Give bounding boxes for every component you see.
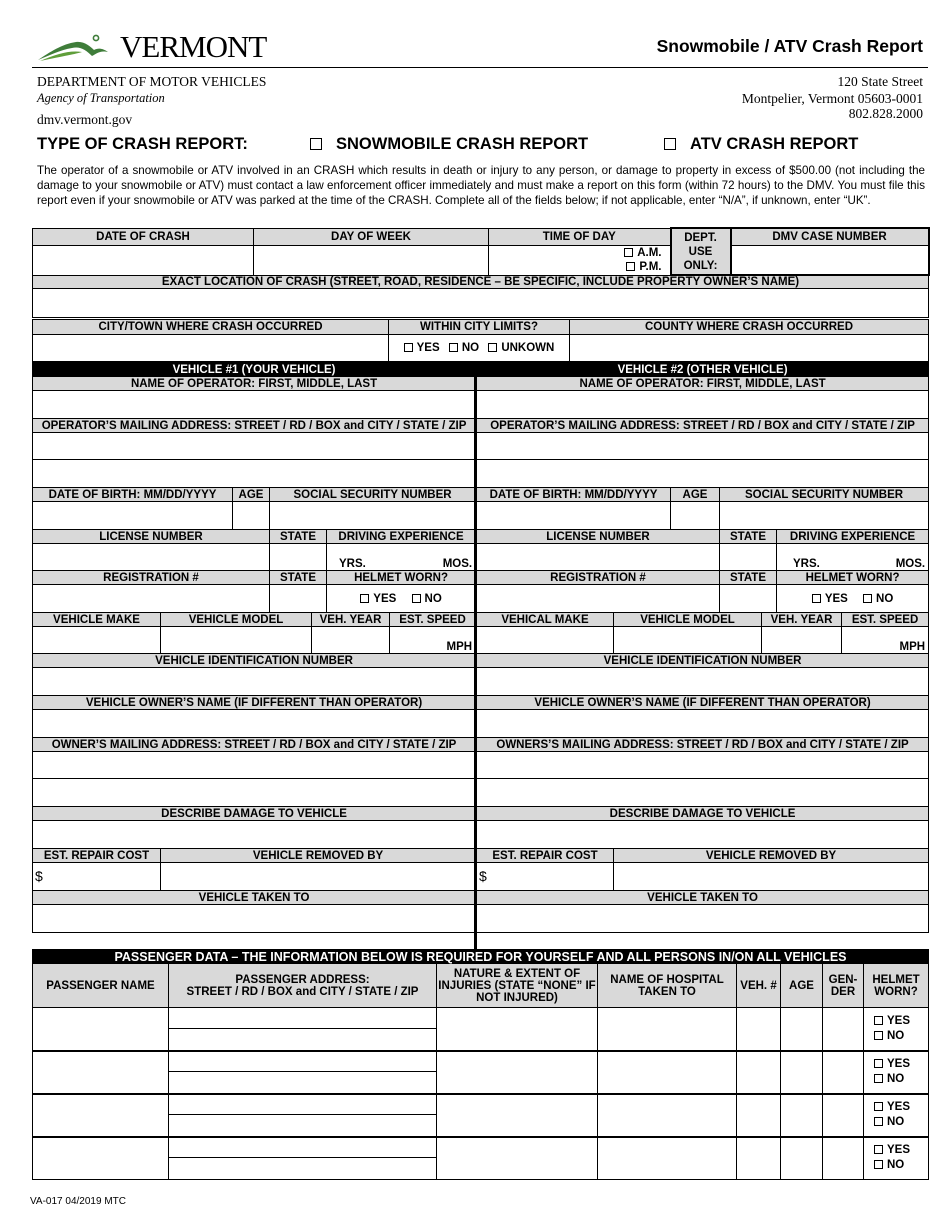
- months-label: MOS.: [442, 558, 473, 570]
- hospital-header-line-1: NAME OF HOSPITAL: [610, 973, 724, 986]
- helmet-no-option[interactable]: [874, 1029, 928, 1044]
- helmet-header-line-1: HELMET: [872, 973, 920, 986]
- owner-name-field[interactable]: [33, 710, 476, 738]
- unknown-label: UNKOWN: [501, 342, 555, 354]
- date-of-birth-field[interactable]: [33, 502, 233, 530]
- county-label: COUNTY WHERE CRASH OCCURRED: [570, 320, 929, 335]
- vehicle-make-field[interactable]: [33, 627, 161, 654]
- dept-name: DEPARTMENT OF MOTOR VEHICLES: [37, 74, 267, 89]
- helmet-no-option[interactable]: [874, 1072, 928, 1087]
- age-label: AGE: [233, 488, 270, 502]
- license-number-label: LICENSE NUMBER: [33, 530, 270, 544]
- passenger-address-line-1[interactable]: [169, 1137, 437, 1158]
- license-state-field[interactable]: [270, 544, 327, 571]
- address-line-2: Montpelier, Vermont 05603-0001: [741, 91, 923, 106]
- owner-mailing-field-line-1[interactable]: [477, 752, 929, 779]
- helmet-header: [864, 964, 929, 1008]
- vehicle-make-label: VEHICLE MAKE: [33, 613, 161, 627]
- removed-by-field[interactable]: [614, 863, 929, 891]
- operator-mailing-label: OPERATOR’S MAILING ADDRESS: STREET / RD / BOX and CITY / STATE / ZIP: [477, 419, 929, 433]
- repair-cost-field[interactable]: [33, 863, 161, 891]
- checkbox-icon[interactable]: [626, 262, 635, 271]
- vehicle-year-field[interactable]: [762, 627, 842, 654]
- helmet-worn-options: [864, 1137, 929, 1180]
- injuries-field[interactable]: [437, 1137, 598, 1180]
- form-title: Snowmobile / ATV Crash Report: [656, 36, 923, 56]
- am-label: A.M.: [637, 246, 662, 259]
- injuries-header-line-1: NATURE & EXTENT OF: [453, 967, 581, 980]
- vin-label: VEHICLE IDENTIFICATION NUMBER: [33, 654, 476, 668]
- helmet-worn-options: [864, 1051, 929, 1094]
- checkbox-icon[interactable]: [404, 343, 413, 352]
- vehicle-1-section: [32, 362, 476, 933]
- yes-label: YES: [416, 342, 440, 354]
- checkbox-icon[interactable]: [624, 248, 633, 257]
- vehicle-year-label: VEH. YEAR: [762, 613, 842, 627]
- registration-field[interactable]: [477, 585, 720, 613]
- operator-mailing-field-line-2[interactable]: [33, 460, 476, 488]
- passenger-address-line-1[interactable]: [169, 1094, 437, 1115]
- injuries-header: [437, 964, 598, 1008]
- owner-mailing-field-line-2[interactable]: [33, 779, 476, 807]
- helmet-yes-option[interactable]: [360, 593, 396, 605]
- logo-wordmark: VERMONT: [120, 29, 267, 64]
- injuries-field[interactable]: [437, 1008, 598, 1051]
- driving-experience-label: DRIVING EXPERIENCE: [777, 530, 929, 544]
- removed-by-label: VEHICLE REMOVED BY: [161, 849, 476, 863]
- ssn-label: SOCIAL SECURITY NUMBER: [720, 488, 929, 502]
- damage-label: DESCRIBE DAMAGE TO VEHICLE: [33, 807, 476, 821]
- helmet-worn-options: [864, 1008, 929, 1051]
- license-state-field[interactable]: [720, 544, 777, 571]
- dept-use-line-3: ONLY:: [683, 259, 718, 272]
- mph-label: MPH: [899, 641, 926, 653]
- vehicle-model-label: VEHICLE MODEL: [614, 613, 762, 627]
- operator-name-field[interactable]: [33, 391, 476, 419]
- gender-field[interactable]: [823, 1051, 864, 1094]
- registration-state-field[interactable]: [720, 585, 777, 613]
- removed-by-label: VEHICLE REMOVED BY: [614, 849, 929, 863]
- age-field[interactable]: [781, 1051, 823, 1094]
- repair-cost-label: EST. REPAIR COST: [477, 849, 614, 863]
- vehicle-make-field[interactable]: [477, 627, 614, 654]
- damage-field[interactable]: [33, 821, 476, 849]
- repair-cost-field[interactable]: [477, 863, 614, 891]
- date-of-birth-label: DATE OF BIRTH: MM/DD/YYYY: [477, 488, 671, 502]
- owner-mailing-field-line-2[interactable]: [477, 779, 929, 807]
- no-label: NO: [461, 342, 480, 354]
- passenger-address-header: [169, 964, 437, 1008]
- checkbox-icon[interactable]: [360, 594, 369, 603]
- vehicle-model-field[interactable]: [614, 627, 762, 654]
- passenger-name-field[interactable]: [33, 1094, 169, 1137]
- license-state-label: STATE: [270, 530, 327, 544]
- vehicle-number-field[interactable]: [737, 1094, 781, 1137]
- phone-number: 802.828.2000: [848, 106, 923, 121]
- helmet-no-option[interactable]: [874, 1158, 928, 1173]
- gender-field[interactable]: [823, 1008, 864, 1051]
- operator-mailing-label: OPERATOR’S MAILING ADDRESS: STREET / RD / BOX and CITY / STATE / ZIP: [33, 419, 476, 433]
- yes-label: YES: [373, 592, 397, 605]
- est-speed-label: EST. SPEED: [842, 613, 929, 627]
- vin-field[interactable]: [477, 668, 929, 696]
- driving-experience-field[interactable]: [777, 544, 929, 571]
- years-label: YRS.: [339, 558, 366, 570]
- taken-to-label: VEHICLE TAKEN TO: [477, 891, 929, 905]
- address-header-line-2: STREET / RD / BOX and CITY / STATE / ZIP: [186, 985, 419, 998]
- vin-label: VEHICLE IDENTIFICATION NUMBER: [477, 654, 929, 668]
- ssn-field[interactable]: [720, 502, 929, 530]
- dept-use-line-1: DEPT.: [684, 231, 717, 244]
- est-speed-label: EST. SPEED: [390, 613, 476, 627]
- owner-mailing-label: OWNERS’S MAILING ADDRESS: STREET / RD / BOX and CITY / STATE / ZIP: [477, 738, 929, 752]
- age-field[interactable]: [781, 1094, 823, 1137]
- gender-field[interactable]: [823, 1094, 864, 1137]
- city-town-field[interactable]: [33, 335, 389, 362]
- injuries-header-line-3: NOT INJURED): [476, 991, 558, 1004]
- no-label: NO: [887, 1029, 905, 1042]
- county-field[interactable]: [570, 335, 929, 362]
- registration-field[interactable]: [33, 585, 270, 613]
- helmet-worn-label: HELMET WORN?: [777, 571, 929, 585]
- registration-label: REGISTRATION #: [477, 571, 720, 585]
- checkbox-icon[interactable]: [874, 1145, 883, 1154]
- checkbox-icon[interactable]: [449, 343, 458, 352]
- checkbox-icon[interactable]: [310, 138, 322, 150]
- owner-mailing-label: OWNER’S MAILING ADDRESS: STREET / RD / BOX and CITY / STATE / ZIP: [33, 738, 476, 752]
- day-of-week-field[interactable]: [254, 245, 489, 275]
- vehicle-2-section: [476, 362, 929, 933]
- mph-label: MPH: [446, 641, 473, 653]
- vehicle-year-field[interactable]: [312, 627, 390, 654]
- vehicle-make-label: VEHICAL MAKE: [477, 613, 614, 627]
- city-town-label: CITY/TOWN WHERE CRASH OCCURRED: [33, 320, 389, 335]
- passenger-address-line-2[interactable]: [169, 1115, 437, 1137]
- driving-experience-field[interactable]: [327, 544, 476, 571]
- helmet-no-option[interactable]: [863, 593, 893, 605]
- dmv-case-number-label: DMV CASE NUMBER: [731, 228, 929, 245]
- passenger-address-line-2[interactable]: [169, 1158, 437, 1180]
- day-of-week-label: DAY OF WEEK: [254, 228, 489, 245]
- gender-header-line-1: GEN-: [828, 973, 858, 986]
- gender-field[interactable]: [823, 1137, 864, 1180]
- within-city-limits-label: WITHIN CITY LIMITS?: [389, 320, 570, 335]
- city-info-table: [32, 319, 929, 362]
- within-city-limits-options: [389, 335, 570, 362]
- no-label: NO: [424, 592, 442, 605]
- passenger-row: [33, 1094, 929, 1115]
- hospital-header: [598, 964, 737, 1008]
- years-label: YRS.: [793, 558, 820, 570]
- registration-state-field[interactable]: [270, 585, 327, 613]
- yes-label: YES: [887, 1014, 911, 1027]
- registration-state-label: STATE: [270, 571, 327, 585]
- passenger-address-line-2[interactable]: [169, 1072, 437, 1094]
- website-link[interactable]: dmv.vermont.gov: [37, 112, 133, 127]
- city-limits-unknown-option[interactable]: [488, 342, 554, 354]
- hospital-field[interactable]: [598, 1008, 737, 1051]
- checkbox-icon[interactable]: [863, 594, 872, 603]
- hospital-field[interactable]: [598, 1137, 737, 1180]
- yes-label: YES: [887, 1058, 911, 1070]
- address-header-line-1: PASSENGER ADDRESS:: [235, 973, 370, 986]
- vehicle-number-field[interactable]: [737, 1008, 781, 1051]
- age-field[interactable]: [233, 502, 270, 530]
- no-label: NO: [876, 592, 894, 605]
- operator-mailing-field-line-2[interactable]: [477, 460, 929, 488]
- passenger-row: [33, 1051, 929, 1072]
- passenger-row: [33, 1137, 929, 1158]
- operator-name-label: NAME OF OPERATOR: FIRST, MIDDLE, LAST: [33, 377, 476, 391]
- vehicle-number-field[interactable]: [737, 1137, 781, 1180]
- removed-by-field[interactable]: [161, 863, 476, 891]
- instructions-paragraph: The operator of a snowmobile or ATV involved in an CRASH which results in death or injury to any person, or damage to property in excess of $500.00 (not including the damage to your snowmobile or ATV) must contact a law enforcement officer immediately and must make a report on this form (within 72 hours) to the DMV. You must file this report even if your snowmobile or ATV was parked at the time of the CRASH. Complete all of the fields below; if not applicable, enter “N/A”, if unknown, enter “UK”.: [37, 164, 925, 207]
- date-of-birth-field[interactable]: [477, 502, 671, 530]
- agency-name: Agency of Transportation: [37, 91, 165, 105]
- checkbox-icon[interactable]: [874, 1016, 883, 1025]
- owner-name-label: VEHICLE OWNER’S NAME (IF DIFFERENT THAN OPERATOR): [33, 696, 476, 710]
- helmet-worn-options: [864, 1094, 929, 1137]
- vermont-logo: [36, 30, 266, 66]
- owner-name-field[interactable]: [477, 710, 929, 738]
- yes-label: YES: [887, 1144, 911, 1157]
- passenger-address-line-1[interactable]: [169, 1008, 437, 1029]
- address-line-1: 120 State Street: [837, 74, 923, 89]
- vehicle-number-field[interactable]: [737, 1051, 781, 1094]
- age-field[interactable]: [671, 502, 720, 530]
- dept-use-line-2: USE: [688, 245, 713, 258]
- snowmobile-option-label: SNOWMOBILE CRASH REPORT: [336, 135, 589, 153]
- vehicle-model-label: VEHICLE MODEL: [161, 613, 312, 627]
- dept-use-only-label: [671, 228, 731, 275]
- operator-name-label: NAME OF OPERATOR: FIRST, MIDDLE, LAST: [477, 377, 929, 391]
- yes-label: YES: [887, 1101, 911, 1113]
- atv-option[interactable]: [664, 135, 858, 154]
- license-number-label: LICENSE NUMBER: [477, 530, 720, 544]
- helmet-worn-options: [327, 585, 476, 613]
- yes-label: YES: [824, 592, 848, 605]
- helmet-worn-label: HELMET WORN?: [327, 571, 476, 585]
- checkbox-icon[interactable]: [812, 594, 821, 603]
- time-of-day-label: TIME OF DAY: [489, 228, 671, 245]
- operator-name-field[interactable]: [477, 391, 929, 419]
- pm-label: P.M.: [639, 260, 662, 273]
- checkbox-icon[interactable]: [874, 1059, 883, 1068]
- passenger-data-table: [32, 949, 929, 1180]
- vehicle-year-label: VEH. YEAR: [312, 613, 390, 627]
- repair-cost-label: EST. REPAIR COST: [33, 849, 161, 863]
- operator-mailing-field-line-1[interactable]: [477, 433, 929, 460]
- license-number-field[interactable]: [33, 544, 270, 571]
- checkbox-icon[interactable]: [412, 594, 421, 603]
- passenger-address-line-1[interactable]: [169, 1051, 437, 1072]
- dollar-sign: $: [35, 867, 43, 884]
- helmet-yes-option[interactable]: [874, 1143, 928, 1158]
- passenger-name-header: PASSENGER NAME: [33, 964, 169, 1008]
- months-label: MOS.: [895, 558, 926, 570]
- passenger-name-field[interactable]: [33, 1008, 169, 1051]
- city-limits-no-option[interactable]: [449, 342, 479, 354]
- age-field[interactable]: [781, 1008, 823, 1051]
- owner-name-label: VEHICLE OWNER’S NAME (IF DIFFERENT THAN OPERATOR): [477, 696, 929, 710]
- ssn-field[interactable]: [270, 502, 476, 530]
- registration-label: REGISTRATION #: [33, 571, 270, 585]
- hospital-field[interactable]: [598, 1094, 737, 1137]
- no-label: NO: [887, 1159, 905, 1172]
- age-header: AGE: [781, 964, 823, 1008]
- pm-option[interactable]: [626, 261, 661, 273]
- checkbox-icon[interactable]: [874, 1074, 883, 1083]
- checkbox-icon[interactable]: [874, 1031, 883, 1040]
- passenger-data-banner: PASSENGER DATA – THE INFORMATION BELOW IS REQUIRED FOR YOURSELF AND ALL PERSONS IN/ON ALL VEHICLES: [33, 950, 929, 964]
- injuries-header-line-2: INJURIES (STATE “NONE” IF: [438, 979, 596, 992]
- damage-label: DESCRIBE DAMAGE TO VEHICLE: [477, 807, 929, 821]
- driving-experience-label: DRIVING EXPERIENCE: [327, 530, 476, 544]
- registration-state-label: STATE: [720, 571, 777, 585]
- taken-to-label: VEHICLE TAKEN TO: [33, 891, 476, 905]
- ssn-label: SOCIAL SECURITY NUMBER: [270, 488, 476, 502]
- helmet-yes-option[interactable]: [874, 1014, 928, 1029]
- helmet-header-line-2: WORN?: [874, 985, 918, 998]
- owner-mailing-field-line-1[interactable]: [33, 752, 476, 779]
- vehicle-number-header: VEH. #: [737, 964, 781, 1008]
- crash-type-label: TYPE OF CRASH REPORT:: [37, 135, 248, 153]
- atv-option-label: ATV CRASH REPORT: [690, 135, 859, 153]
- helmet-yes-option[interactable]: [812, 593, 848, 605]
- helmet-no-option[interactable]: [412, 593, 442, 605]
- snowmobile-option[interactable]: [310, 135, 588, 154]
- checkbox-icon[interactable]: [664, 138, 676, 150]
- passenger-name-field[interactable]: [33, 1051, 169, 1094]
- exact-location-label: EXACT LOCATION OF CRASH (STREET, ROAD, RESIDENCE – BE SPECIFIC, INCLUDE PROPERTY OWNER’S NAME): [33, 275, 929, 289]
- am-option[interactable]: [624, 247, 661, 259]
- no-label: NO: [887, 1073, 905, 1085]
- checkbox-icon[interactable]: [874, 1160, 883, 1169]
- passenger-address-line-2[interactable]: [169, 1029, 437, 1051]
- helmet-no-option[interactable]: [874, 1115, 928, 1130]
- date-of-crash-label: DATE OF CRASH: [33, 228, 254, 245]
- gender-header: [823, 964, 864, 1008]
- dmv-case-number-field[interactable]: [731, 245, 929, 275]
- age-label: AGE: [671, 488, 720, 502]
- taken-to-field[interactable]: [477, 905, 929, 933]
- vehicle-model-field[interactable]: [161, 627, 312, 654]
- checkbox-icon[interactable]: [874, 1102, 883, 1111]
- hospital-header-line-2: TAKEN TO: [638, 985, 696, 998]
- date-of-birth-label: DATE OF BIRTH: MM/DD/YYYY: [33, 488, 233, 502]
- mountain-icon: [36, 30, 126, 64]
- helmet-yes-option[interactable]: [874, 1057, 928, 1072]
- exact-location-field[interactable]: [33, 289, 929, 318]
- passenger-row: [33, 1008, 929, 1029]
- taken-to-field[interactable]: [33, 905, 476, 933]
- age-field[interactable]: [781, 1137, 823, 1180]
- license-state-label: STATE: [720, 530, 777, 544]
- injuries-field[interactable]: [437, 1051, 598, 1094]
- vin-field[interactable]: [33, 668, 476, 696]
- gender-header-line-2: DER: [830, 985, 856, 998]
- license-number-field[interactable]: [477, 544, 720, 571]
- vehicle-heading: VEHICLE #2 (OTHER VEHICLE): [477, 363, 929, 377]
- dollar-sign: $: [479, 867, 487, 884]
- est-speed-field[interactable]: [390, 627, 476, 654]
- damage-field[interactable]: [477, 821, 929, 849]
- passenger-name-field[interactable]: [33, 1137, 169, 1180]
- est-speed-field[interactable]: [842, 627, 929, 654]
- checkbox-icon[interactable]: [874, 1117, 883, 1126]
- vehicle-heading: VEHICLE #1 (YOUR VEHICLE): [33, 363, 476, 377]
- header-rule: [32, 67, 928, 68]
- time-of-day-field[interactable]: [489, 245, 671, 275]
- date-of-crash-field[interactable]: [33, 245, 254, 275]
- crash-info-table: [32, 227, 930, 318]
- hospital-field[interactable]: [598, 1051, 737, 1094]
- helmet-worn-options: [777, 585, 929, 613]
- no-label: NO: [887, 1116, 905, 1128]
- form-number: VA-017 04/2019 MTC: [30, 1196, 126, 1207]
- checkbox-icon[interactable]: [488, 343, 497, 352]
- operator-mailing-field-line-1[interactable]: [33, 433, 476, 460]
- helmet-yes-option[interactable]: [874, 1100, 928, 1115]
- injuries-field[interactable]: [437, 1094, 598, 1137]
- city-limits-yes-option[interactable]: [404, 342, 440, 354]
